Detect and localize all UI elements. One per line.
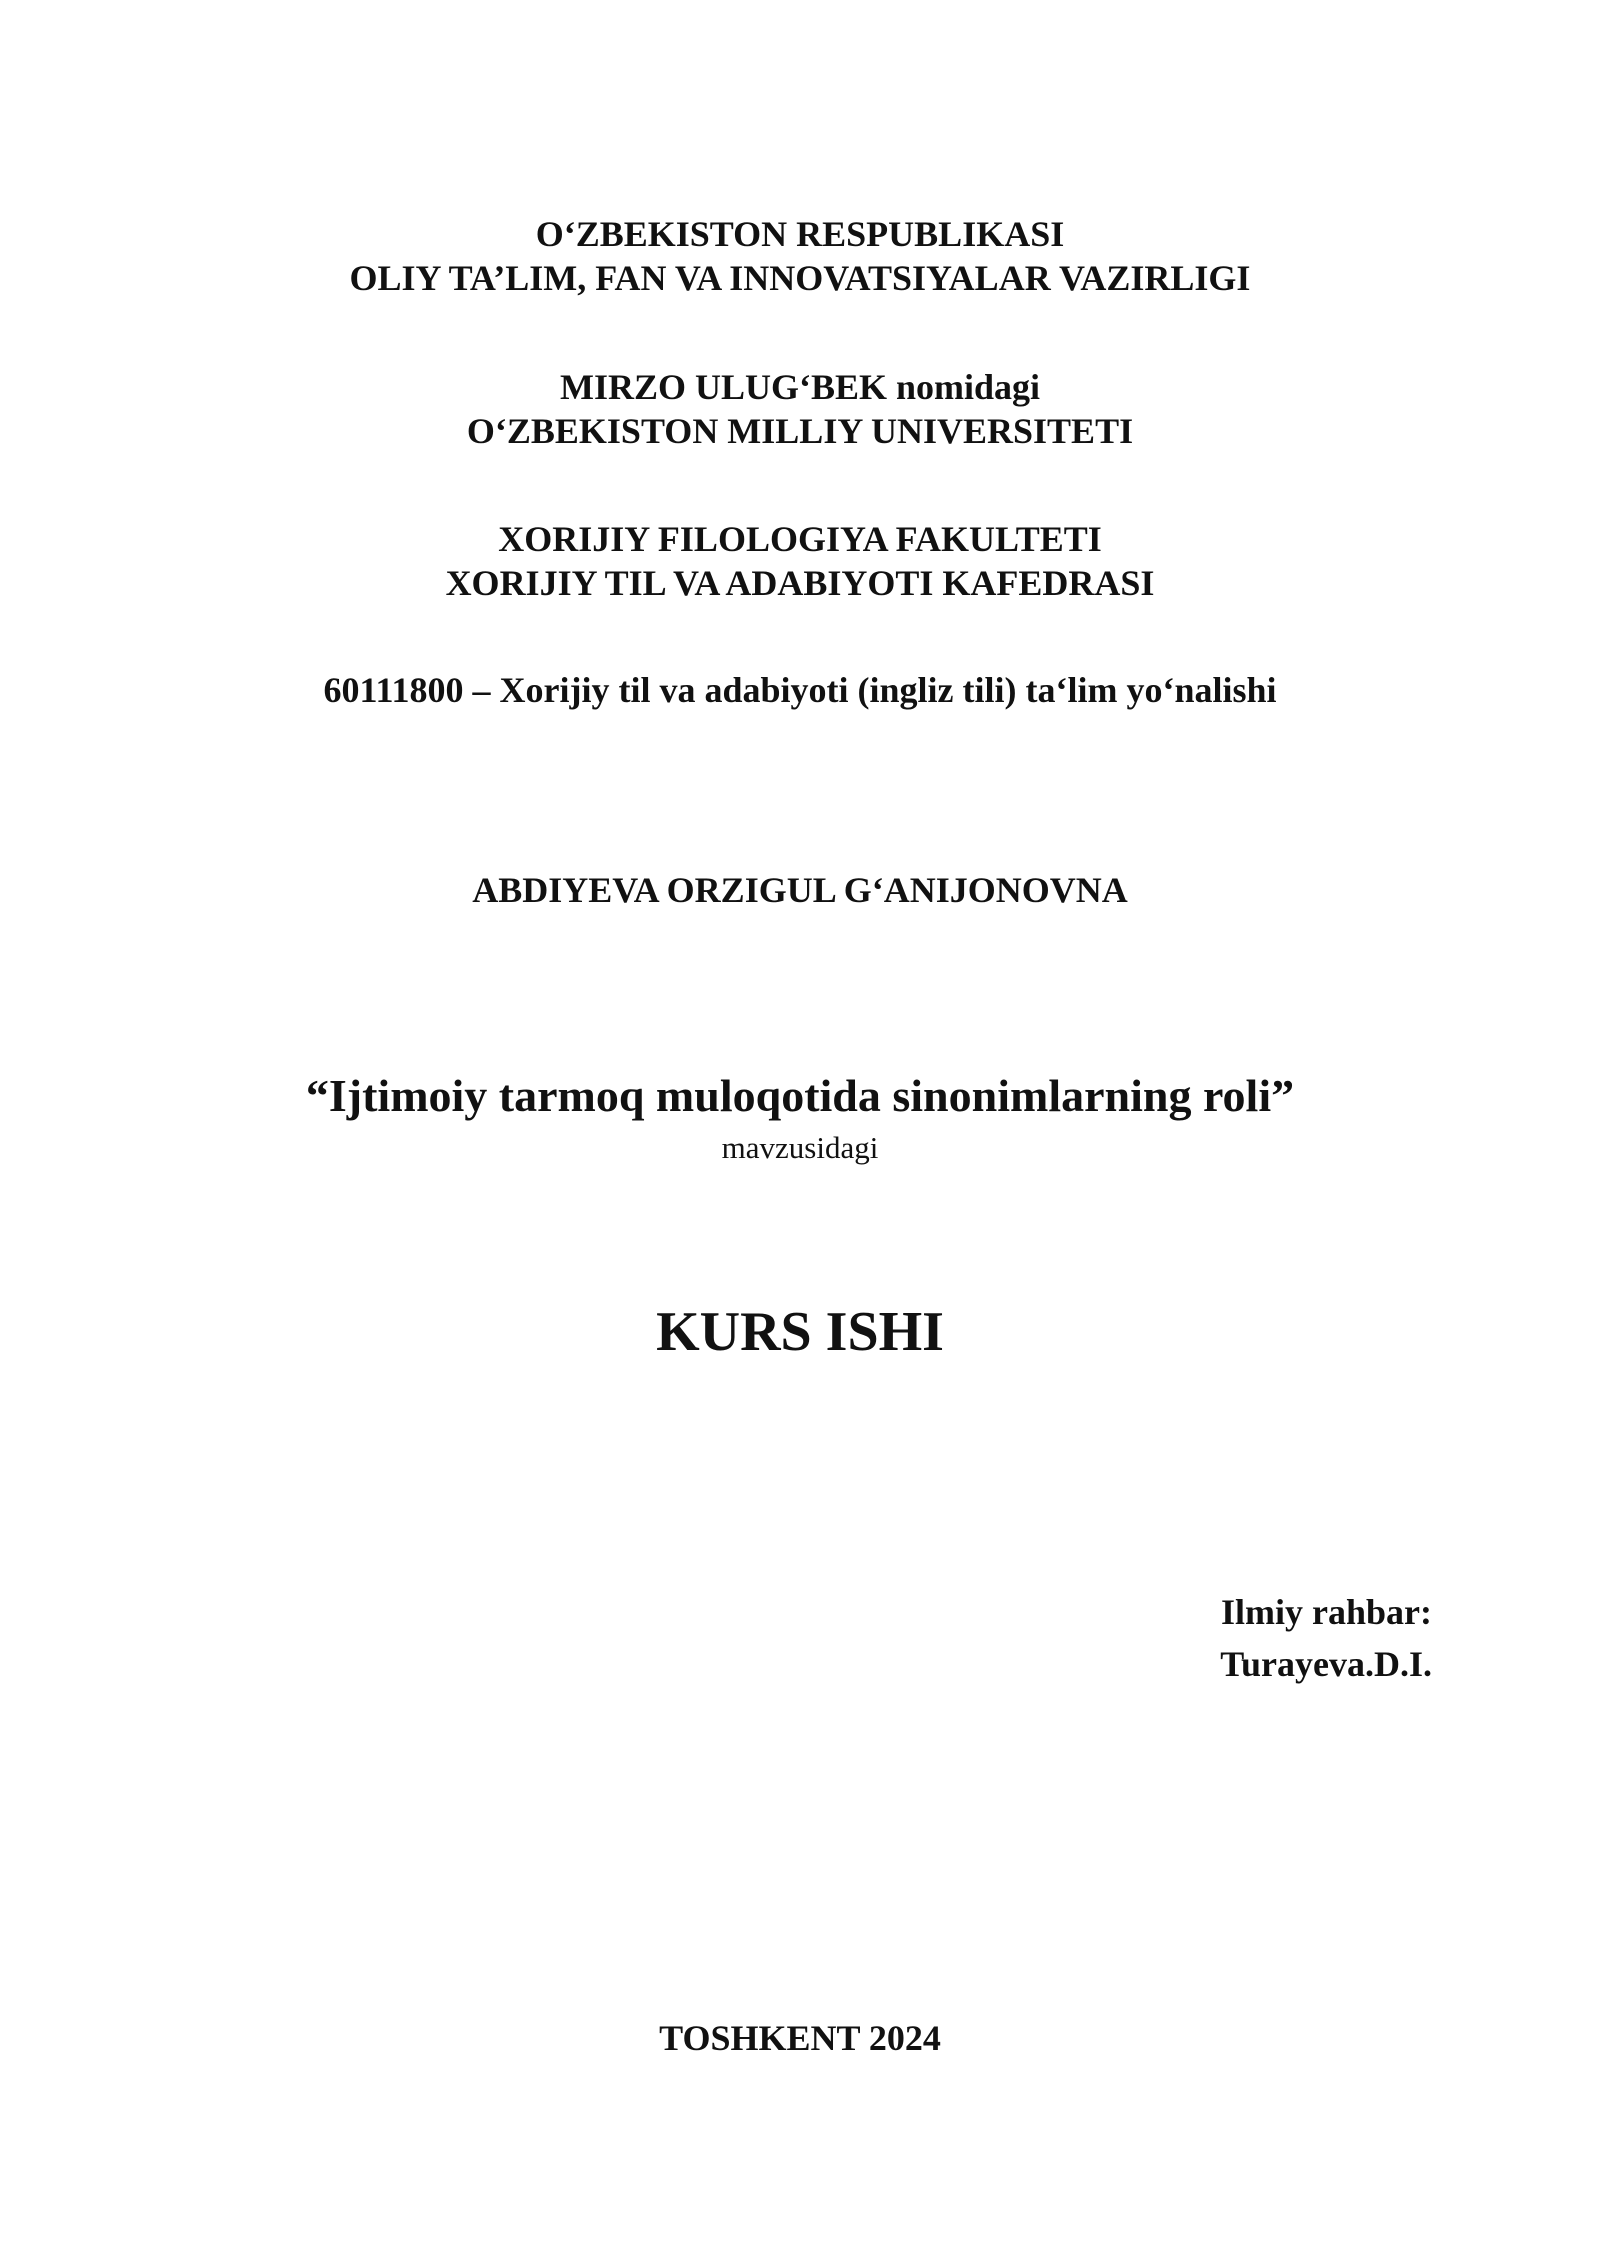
country-name: O‘ZBEKISTON RESPUBLIKASI [535,214,1065,254]
author-name: ABDIYEVA ORZIGUL G‘ANIJONOVNA [472,870,1128,910]
faculty-block [0,517,1600,605]
city-year: TOSHKENT 2024 [659,2018,941,2058]
supervisor-label: Ilmiy rahbar: [1221,1592,1432,1632]
topic-block [0,1070,1600,1122]
university-named-after: MIRZO ULUG‘BEK nomidagi [559,367,1041,407]
supervisor-name: Turayeva.D.I. [1220,1644,1432,1684]
work-type-block [0,1300,1600,1364]
ministry-name: OLIY TA’LIM, FAN VA INNOVATSIYALAR VAZIRLIGI [349,258,1251,298]
topic-subtitle: mavzusidagi [721,1130,879,1165]
topic-subtitle-block [0,1130,1600,1166]
university-block [0,365,1600,453]
footer-block [0,2016,1600,2060]
department-name: XORIJIY TIL VA ADABIYOTI KAFEDRASI [445,563,1155,603]
supervisor-block [1220,1590,1432,1686]
university-name: O‘ZBEKISTON MILLIY UNIVERSITETI [466,411,1134,451]
study-direction: 60111800 – Xorijiy til va adabiyoti (ingliz tili) ta‘lim yo‘nalishi [323,670,1277,710]
ministry-block [0,212,1600,300]
direction-block [0,668,1600,712]
author-block [0,868,1600,912]
work-type: KURS ISHI [656,1301,944,1363]
topic-title: “Ijtimoiy tarmoq muloqotida sinonimlarning roli” [305,1070,1295,1121]
faculty-name: XORIJIY FILOLOGIYA FAKULTETI [498,519,1102,559]
